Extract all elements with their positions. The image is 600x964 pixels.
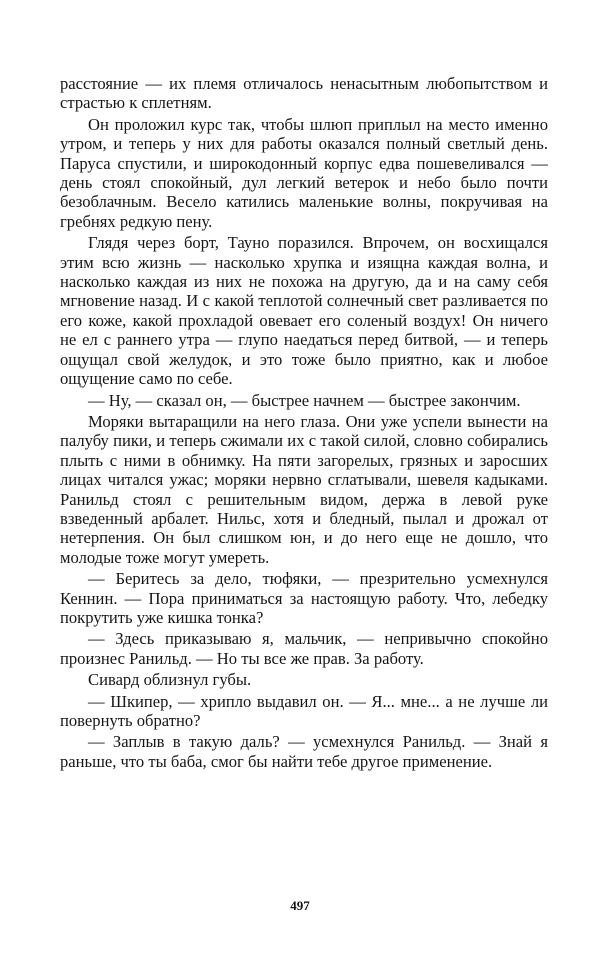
paragraph-tauno: Глядя через борт, Тауно поразился. Впрочем, он восхищался этим всю жизнь — насколько хрупка и изящна каждая волна, и насколько каждая из них не похожа на другую, да и на саму себя мгновение назад. И с какой теплотой солнечный свет разливается по его коже, какой прохладой овевает его соленый воздух! Он ничего не ел с раннего утра — глупо наедаться перед битвой, — и теперь ощущал свой желудок, и это тоже было приятно, как и любое ощущение само по себе.	[60, 233, 548, 389]
page-number: 497	[290, 898, 310, 913]
book-page-text	[60, 74, 548, 773]
paragraph-ranild-order: — Здесь приказываю я, мальчик, — непривычно спокойно произнес Ранильд. — Но ты все же прав. За работу.	[60, 629, 548, 668]
paragraph-continuation: расстояние — их племя отличалось ненасытным любопытством и страстью к сплетням.	[60, 74, 548, 113]
paragraph-ranild-reply: — Заплыв в такую даль? — усмехнулся Ранильд. — Знай я раньше, что ты баба, смог бы найти тебе другое применение.	[60, 732, 548, 771]
paragraph-kennin: — Беритесь за дело, тюфяки, — презрительно усмехнулся Кеннин. — Пора приниматься за настоящую работу. Что, лебедку покрутить уже кишка тонка?	[60, 569, 548, 627]
paragraph-sivard: Сивард облизнул губы.	[88, 670, 252, 690]
paragraph-sailors: Моряки вытаращили на него глаза. Они уже успели вынести на палубу пики, и теперь сжимали их с такой силой, словно собирались плыть с ними в обнимку. На пяти загорелых, грязных и заросших лицах читался ужас; моряки нервно сглатывали, шевеля кадыками. Ранильд стоял с решительным видом, держа в левой руке взведенный арбалет. Нильс, хотя и бледный, пылал и дрожал от нетерпения. Он был слишком юн, и до него еще не дошло, что молодые тоже могут умереть.	[60, 411, 548, 567]
paragraph-skipper: — Шкипер, — хрипло выдавил он. — Я... мне... а не лучше ли повернуть обратно?	[60, 691, 548, 730]
paragraph-dialogue-start: — Ну, — сказал он, — быстрее начнем — быстрее закончим.	[88, 390, 521, 410]
paragraph-course: Он проложил курс так, чтобы шлюп приплыл на место именно утром, и теперь у них для работы оказался полный светлый день. Паруса спустили, и широкодонный корпус едва пошевеливался — день стоял спокойный, дул легкий ветерок и небо было почти безоблачным. Весело катились маленькие волны, покручивая на гребнях редкую пену.	[60, 114, 548, 231]
